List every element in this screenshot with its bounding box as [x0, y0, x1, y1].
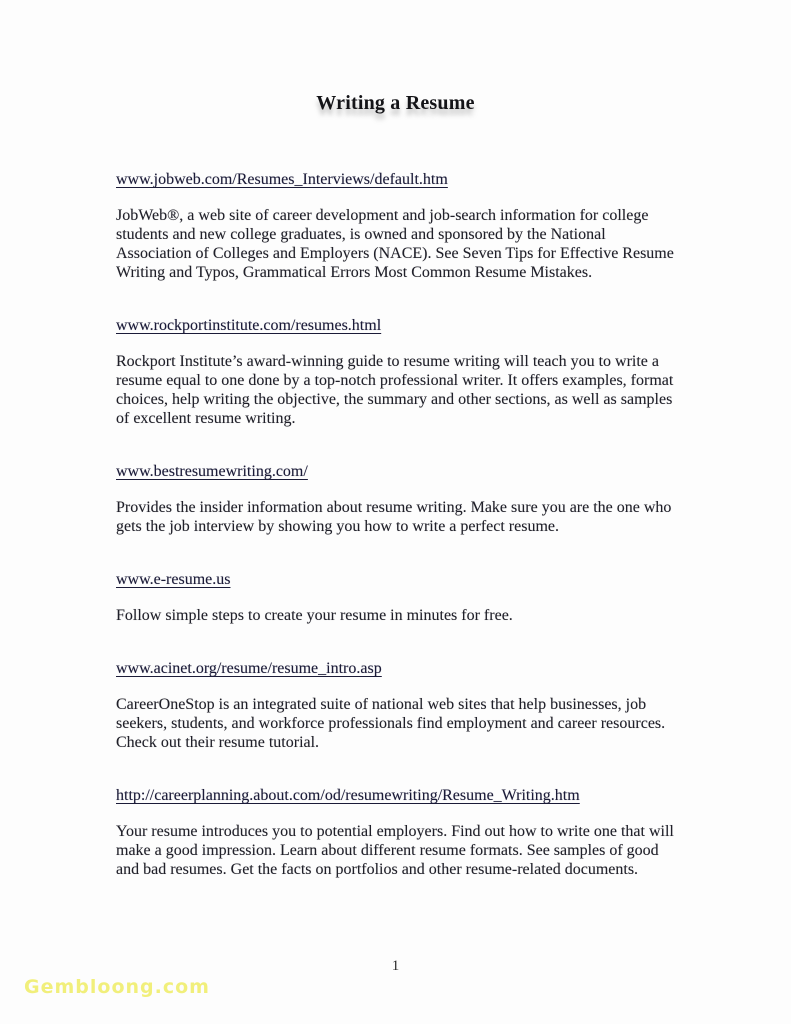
- resource-section: [116, 569, 678, 625]
- resource-description: Follow simple steps to create your resume in minutes for free.: [116, 607, 513, 624]
- resource-section: [116, 658, 678, 752]
- resource-section: [116, 785, 678, 879]
- resource-link-careerplanning[interactable]: http://careerplanning.about.com/od/resumewriting/Resume_Writing.htm: [116, 787, 580, 804]
- resource-section: [116, 169, 678, 282]
- resource-description: Rockport Institute’s award-winning guide to resume writing will teach you to write a resume equal to one done by a top-notch professional writer. It offers examples, format choices, help writing the objective, the summary and other sections, as well as samples of excellent resume writing.: [116, 353, 674, 427]
- page-number: 1: [391, 958, 400, 974]
- resource-description: JobWeb®, a web site of career development and job-search information for college students and new college graduates, is owned and sponsored by the National Association of Colleges and Employers (NACE). See Seven Tips for Effective Resume Writing and Typos, Grammatical Errors Most Common Resume Mistakes.: [116, 207, 674, 281]
- resource-section: [116, 315, 678, 428]
- resource-description: Provides the insider information about resume writing. Make sure you are the one who gets the job interview by showing you how to write a perfect resume.: [116, 499, 672, 535]
- resource-link-e-resume[interactable]: www.e-resume.us: [116, 571, 231, 588]
- document-body: [116, 169, 678, 879]
- resource-description: CareerOneStop is an integrated suite of national web sites that help businesses, job seekers, students, and workforce professionals find employment and career resources. Check out their resume tutorial.: [116, 696, 666, 751]
- watermark-text: Gembloong.com: [24, 976, 210, 998]
- resource-section: [116, 461, 678, 536]
- resource-link-jobweb[interactable]: www.jobweb.com/Resumes_Interviews/default.htm: [116, 171, 448, 188]
- resource-link-acinet[interactable]: www.acinet.org/resume/resume_intro.asp: [116, 660, 382, 677]
- resource-description: Your resume introduces you to potential employers. Find out how to write one that will make a good impression. Learn about different resume formats. See samples of good and bad resumes. Get the facts on portfolios and other resume-related documents.: [116, 823, 674, 878]
- page-title: Writing a Resume: [316, 92, 475, 114]
- resource-link-rockportinstitute[interactable]: www.rockportinstitute.com/resumes.html: [116, 317, 382, 334]
- resource-link-bestresumewriting[interactable]: www.bestresumewriting.com/: [116, 463, 308, 480]
